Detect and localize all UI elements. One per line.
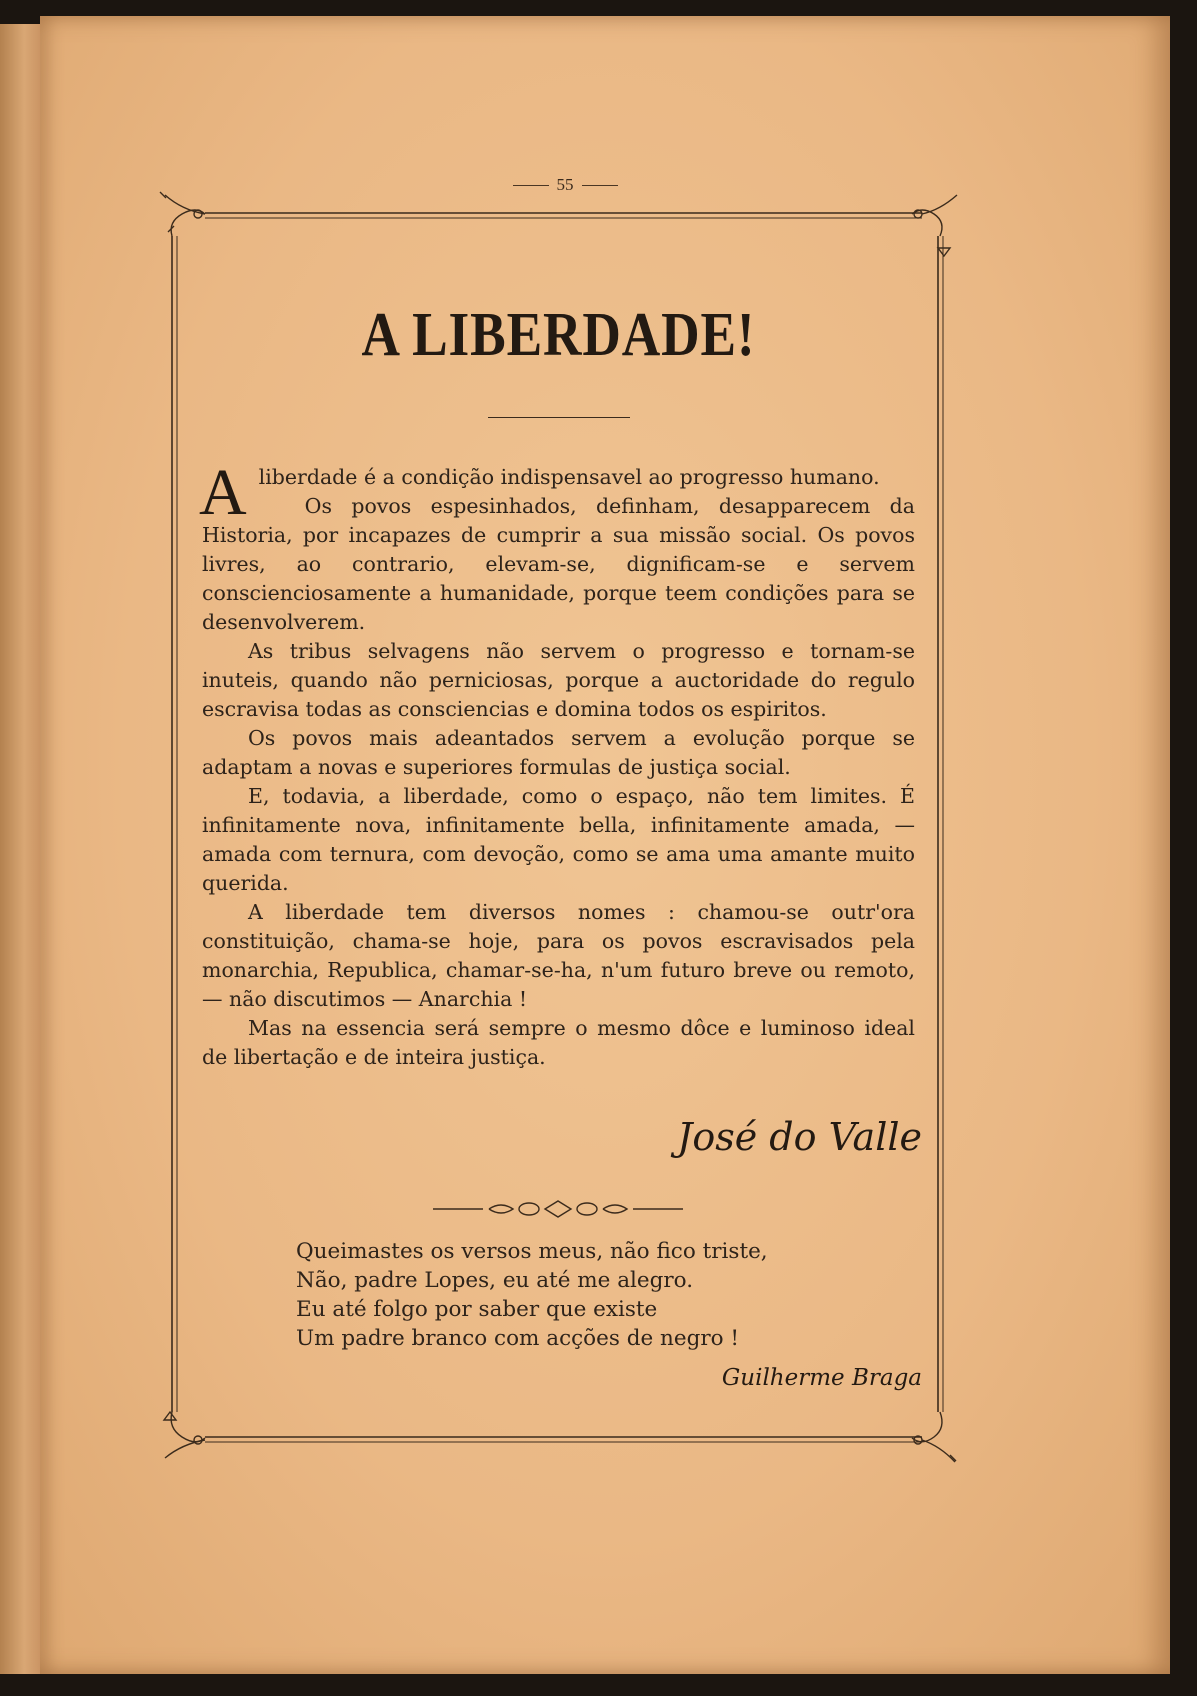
article-title: A LIBERDADE! [361, 301, 756, 369]
page-content [199, 295, 922, 1415]
poem-signature: Guilherme Braga [721, 1365, 922, 1391]
article-paragraph [199, 456, 915, 529]
page-number-text: 55 [556, 175, 574, 194]
article-body [199, 456, 915, 1072]
drop-cap: A [199, 456, 247, 529]
article-paragraph: Mas na essencia será sempre o mesmo dôce e luminoso ideal de libertação e de inteira justiça. [202, 1016, 915, 1069]
poem-line: Um padre branco com acções de negro ! [296, 1326, 740, 1351]
poem [296, 1237, 856, 1353]
article-signature: José do Valle [677, 1115, 922, 1159]
poem-line: Não, padre Lopes, eu até me alegro. [296, 1268, 694, 1293]
article-paragraph: A liberdade tem diversos nomes : chamou-se outr'ora constituição, chama-se hoje, para os povos escravisados pela monarchia, Republica, chamar-se-ha, n'um futuro breve ou remoto, — não discutimos — Anarchia ! [202, 900, 915, 1011]
page-number-dash-right [582, 185, 618, 186]
article-paragraph: Os povos espesinhados, definham, desapparecem da Historia, por incapazes de cumprir a sua missão social. Os povos livres, ao contrario, elevam-se, dignificam-se e servem conscienciosamente a humanidade, porque teem condições para se desenvolverem. [202, 494, 915, 634]
title-rule [488, 417, 630, 418]
article-paragraph: As tribus selvagens não servem o progresso e tornam-se inuteis, quando não perniciosas, porque a auctoridade do regulo escravisa todas as consciencias e domina todos os espiritos. [202, 639, 915, 721]
article-paragraph-text: liberdade é a condição indispensavel ao progresso humano. [258, 465, 880, 489]
section-divider-ornament [433, 1197, 683, 1221]
article-paragraph: E, todavia, a liberdade, como o espaço, não tem limites. É infinitamente nova, infinitamente bella, infinitamente amada, — amada com ternura, com devoção, como se ama uma amante muito querida. [202, 784, 915, 895]
article-paragraph: Os povos mais adeantados servem a evolução porque se adaptam a novas e superiores formulas de justiça social. [202, 726, 915, 779]
poem-line: Eu até folgo por saber que existe [296, 1297, 658, 1322]
page-number-dash-left [513, 185, 549, 186]
poem-line: Queimastes os versos meus, não fico triste, [296, 1239, 768, 1264]
page-number [492, 173, 638, 197]
